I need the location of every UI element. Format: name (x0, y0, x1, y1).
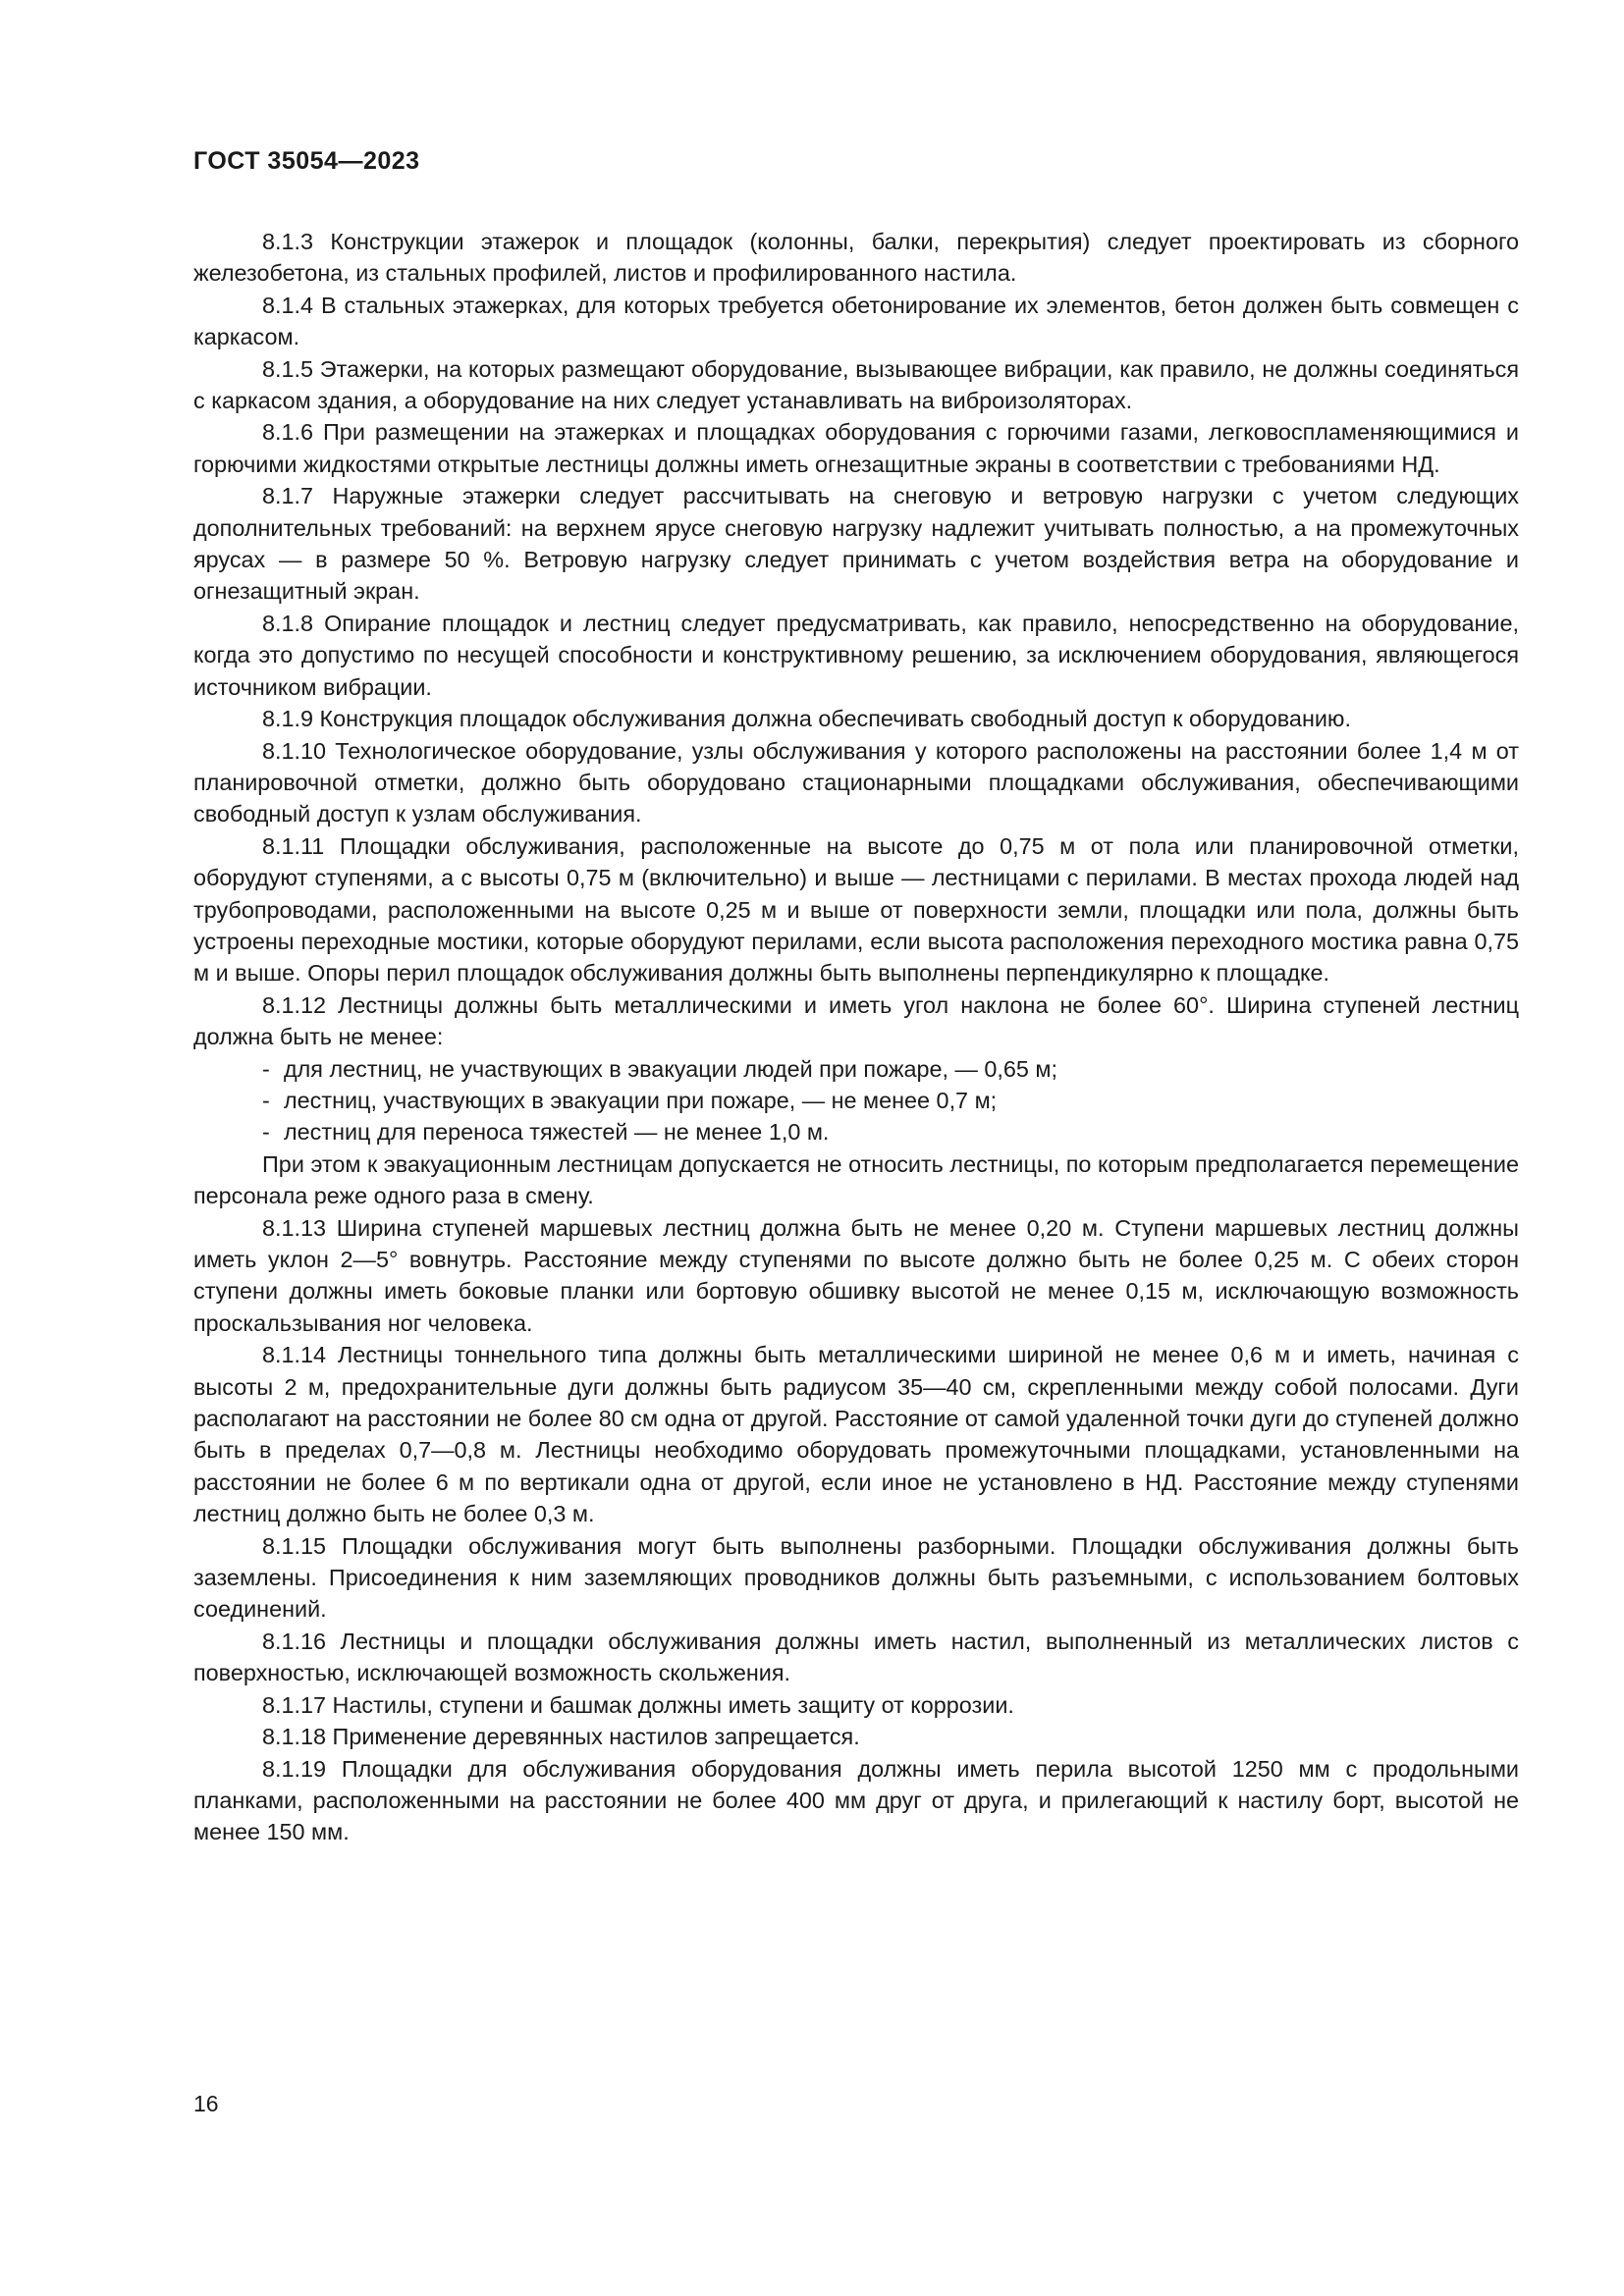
paragraph-8-1-3: 8.1.3 Конструкции этажерок и площадок (колонны, балки, перекрытия) следует проектировать из сборного железобетона, из стальных профилей, листов и профилированного настила. (193, 229, 1519, 287)
list-item-text: лестниц, участвующих в эвакуации при пожаре, — не менее 0,7 м; (284, 1087, 998, 1113)
paragraph-8-1-6: 8.1.6 При размещении на этажерках и площадках оборудования с горючими газами, легковоспламеняющимися и горючими жидкостями открытые лестницы должны иметь огнезащитные экраны в соответствии с требованиями НД. (193, 419, 1519, 477)
document-body (193, 226, 1519, 1848)
list-item (193, 1085, 1519, 1116)
stair-width-list (193, 1053, 1519, 1148)
paragraph-8-1-7: 8.1.7 Наружные этажерки следует рассчитывать на снеговую и ветровую нагрузки с учетом следующих дополнительных требований: на верхнем ярусе снеговую нагрузку надлежит учитывать полностью, а на промежуточных ярусах — в размере 50 %. Ветровую нагрузку следует принимать с учетом воздействия ветра на оборудование и огнезащитный экран. (193, 483, 1519, 605)
list-item (193, 1053, 1519, 1085)
paragraph-8-1-13: 8.1.13 Ширина ступеней маршевых лестниц должна быть не менее 0,20 м. Ступени маршевых лестниц должны иметь уклон 2—5° вовнутрь. Расстояние между ступенями по высоте должно быть не более 0,25 м. С обеих сторон ступени должны иметь боковые планки или бортовую обшивку высотой не менее 0,15 м, исключающую возможность проскальзывания ног человека. (193, 1214, 1519, 1336)
paragraph-8-1-10: 8.1.10 Технологическое оборудование, узлы обслуживания у которого расположены на расстоянии более 1,4 м от планировочной отметки, должно быть оборудовано стационарными площадками обслуживания, обеспечивающими свободный доступ к узлам обслуживания. (193, 737, 1519, 828)
document-header: ГОСТ 35054—2023 (193, 147, 420, 175)
list-marker: - (262, 1119, 270, 1146)
paragraph-8-1-14: 8.1.14 Лестницы тоннельного типа должны быть металлическими шириной не менее 0,6 м и иметь, начиная с высоты 2 м, предохранительные дуги должны быть радиусом 35—40 см, скрепленными между собой полосами. Дуги располагают на расстоянии не более 80 см одна от другой. Расстояние от самой удаленной точки дуги до ступеней должно быть в пределах 0,7—0,8 м. Лестницы необходимо оборудовать промежуточными площадками, установленными на расстоянии не более 6 м по вертикали одна от другой, если иное не установлено в НД. Расстояние между ступенями лестниц должно быть не более 0,3 м. (193, 1342, 1519, 1527)
paragraph-8-1-19: 8.1.19 Площадки для обслуживания оборудования должны иметь перила высотой 1250 мм с продольными планками, расположенными на расстоянии не более 400 мм друг от друга, и прилегающий к настилу борт, высотой не менее 150 мм. (193, 1755, 1519, 1845)
page-number: 16 (193, 2091, 219, 2116)
paragraph-evacuation-note: При этом к эвакуационным лестницам допускается не относить лестницы, по которым предполагается перемещение персонала реже одного раза в смену. (193, 1150, 1519, 1209)
paragraph-8-1-8: 8.1.8 Опирание площадок и лестниц следует предусматривать, как правило, непосредственно на оборудование, когда это допустимо по несущей способности и конструктивному решению, за исключением оборудования, являющегося источником вибрации. (193, 610, 1519, 700)
paragraph-8-1-9: 8.1.9 Конструкция площадок обслуживания должна обеспечивать свободный доступ к оборудованию. (262, 706, 1351, 732)
list-marker: - (262, 1087, 270, 1113)
list-marker: - (262, 1055, 270, 1082)
list-item-text: для лестниц, не участвующих в эвакуации людей при пожаре, — 0,65 м; (284, 1055, 1057, 1082)
list-item-text: лестниц для переноса тяжестей — не менее 1,0 м. (284, 1119, 830, 1146)
list-item (193, 1116, 1519, 1148)
paragraph-8-1-15: 8.1.15 Площадки обслуживания могут быть выполнены разборными. Площадки обслуживания должны быть заземлены. Присоединения к ним заземляющих проводников должны быть разъемными, с использованием болтовых соединений. (193, 1532, 1519, 1623)
paragraph-8-1-5: 8.1.5 Этажерки, на которых размещают оборудование, вызывающее вибрации, как правило, не должны соединяться с каркасом здания, а оборудование на них следует устанавливать на виброизоляторах. (193, 355, 1519, 414)
paragraph-8-1-4: 8.1.4 В стальных этажерках, для которых требуется обетонирование их элементов, бетон должен быть совмещен с каркасом. (193, 292, 1519, 350)
paragraph-8-1-11: 8.1.11 Площадки обслуживания, расположенные на высоте до 0,75 м от пола или планировочной отметки, оборудуют ступенями, а с высоты 0,75 м (включительно) и выше — лестницами с перилами. В местах прохода людей над трубопроводами, расположенными на высоте 0,25 м и выше от поверхности земли, площадки или пола, должны быть устроены переходные мостики, которые оборудуют перилами, если высота расположения переходного мостика равна 0,75 м и выше. Опоры перил площадок обслуживания должны быть выполнены перпендикулярно к площадке. (193, 832, 1519, 987)
paragraph-8-1-18: 8.1.18 Применение деревянных настилов запрещается. (262, 1724, 860, 1750)
paragraph-8-1-12: 8.1.12 Лестницы должны быть металлическими и иметь угол наклона не более 60°. Ширина ступеней лестниц должна быть не менее: (193, 991, 1519, 1050)
paragraph-8-1-17: 8.1.17 Настилы, ступени и башмак должны иметь защиту от коррозии. (262, 1691, 1014, 1718)
paragraph-8-1-16: 8.1.16 Лестницы и площадки обслуживания должны иметь настил, выполненный из металлических листов с поверхностью, исключающей возможность скольжения. (193, 1628, 1519, 1686)
